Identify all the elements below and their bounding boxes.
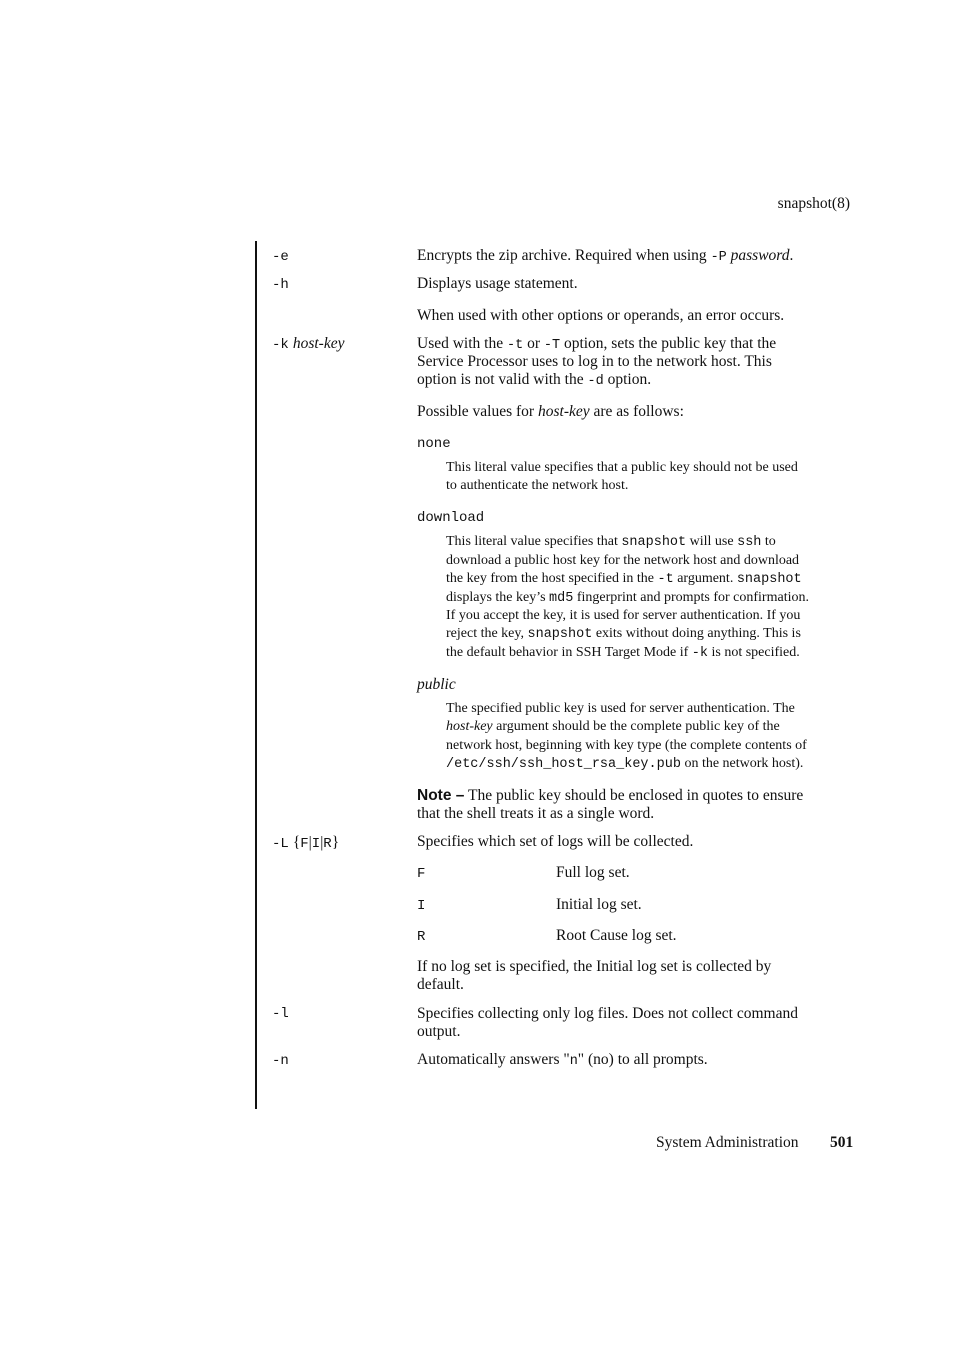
note-label: Note –: [417, 787, 465, 804]
value-none-desc-line1: This literal value specifies that a public key should not be used: [446, 460, 798, 475]
value-download-desc-line5: If you accept the key, it is used for server authentication. If you: [446, 608, 801, 623]
log-set-desc: Full log set.: [556, 864, 630, 881]
value-none-desc-line2: to authenticate the network host.: [446, 478, 629, 493]
page-number: 501: [830, 1134, 854, 1151]
option-k-desc-line1: Used with the -t or -T option, sets the public key that the: [417, 335, 777, 353]
footer-section: System Administration: [656, 1134, 799, 1151]
value-download-desc-line4: displays the key’s md5 fingerprint and prompts for confirmation.: [446, 590, 809, 606]
option-l-desc-line1: Specifies collecting only log files. Does not collect command: [417, 1005, 798, 1022]
option-L-flag: -L {F|I|R}: [272, 834, 340, 852]
log-set-desc: Root Cause log set.: [556, 927, 677, 944]
option-L-desc: Specifies which set of logs will be collected.: [417, 833, 694, 850]
option-e-desc: Encrypts the zip archive. Required when using -P password.: [417, 247, 794, 265]
option-k-desc-line2: Service Processor uses to log in to the network host. This: [417, 353, 772, 370]
option-L-after-line2: default.: [417, 976, 464, 993]
value-download-desc-line2: download a public host key for the network host and download: [446, 553, 800, 568]
running-head: snapshot(8): [777, 195, 850, 212]
option-h-desc2: When used with other options or operands, an error occurs.: [417, 307, 785, 324]
option-k-flag: -k host-key: [272, 335, 345, 353]
option-h-desc: Displays usage statement.: [417, 275, 578, 292]
option-k-possible-values: Possible values for host-key are as follows:: [417, 403, 684, 420]
log-set-code: I: [417, 898, 426, 914]
margin-rule: [255, 241, 257, 1109]
value-public-term: public: [417, 676, 456, 693]
value-public-desc-line3: network host, beginning with key type (the complete contents of: [446, 738, 807, 753]
value-public-desc-line4: /etc/ssh/ssh_host_rsa_key.pub on the network host).: [446, 756, 804, 772]
option-e-flag: -e: [272, 249, 289, 265]
value-download-desc-line1: This literal value specifies that snapshot will use ssh to: [446, 534, 776, 550]
option-h-flag: -h: [272, 277, 289, 293]
value-public-desc-line1: The specified public key is used for server authentication. The: [446, 701, 795, 716]
option-L-after-line1: If no log set is specified, the Initial log set is collected by: [417, 958, 772, 975]
log-set-code: F: [417, 866, 426, 882]
note-line2: that the shell treats it as a single word.: [417, 805, 655, 822]
log-set-code: R: [417, 929, 426, 945]
value-public-desc-line2: host-key argument should be the complete public key of the: [446, 719, 780, 734]
note-line1: Note – The public key should be enclosed in quotes to ensure: [417, 787, 804, 804]
value-download-term: download: [417, 510, 485, 526]
option-k-desc-line3: option is not valid with the -d option.: [417, 371, 652, 389]
option-n-flag: -n: [272, 1053, 289, 1069]
value-none-term: none: [417, 436, 451, 452]
value-download-desc-line6: reject the key, snapshot exits without doing anything. This is: [446, 626, 801, 642]
log-set-desc: Initial log set.: [556, 896, 642, 913]
option-n-desc: Automatically answers "n" (no) to all prompts.: [417, 1051, 708, 1069]
value-download-desc-line7: the default behavior in SSH Target Mode if -k is not specified.: [446, 645, 800, 661]
option-l-desc-line2: output.: [417, 1023, 461, 1040]
option-l-flag: -l: [272, 1006, 289, 1022]
value-download-desc-line3: the key from the host specified in the -t argument. snapshot: [446, 571, 802, 587]
